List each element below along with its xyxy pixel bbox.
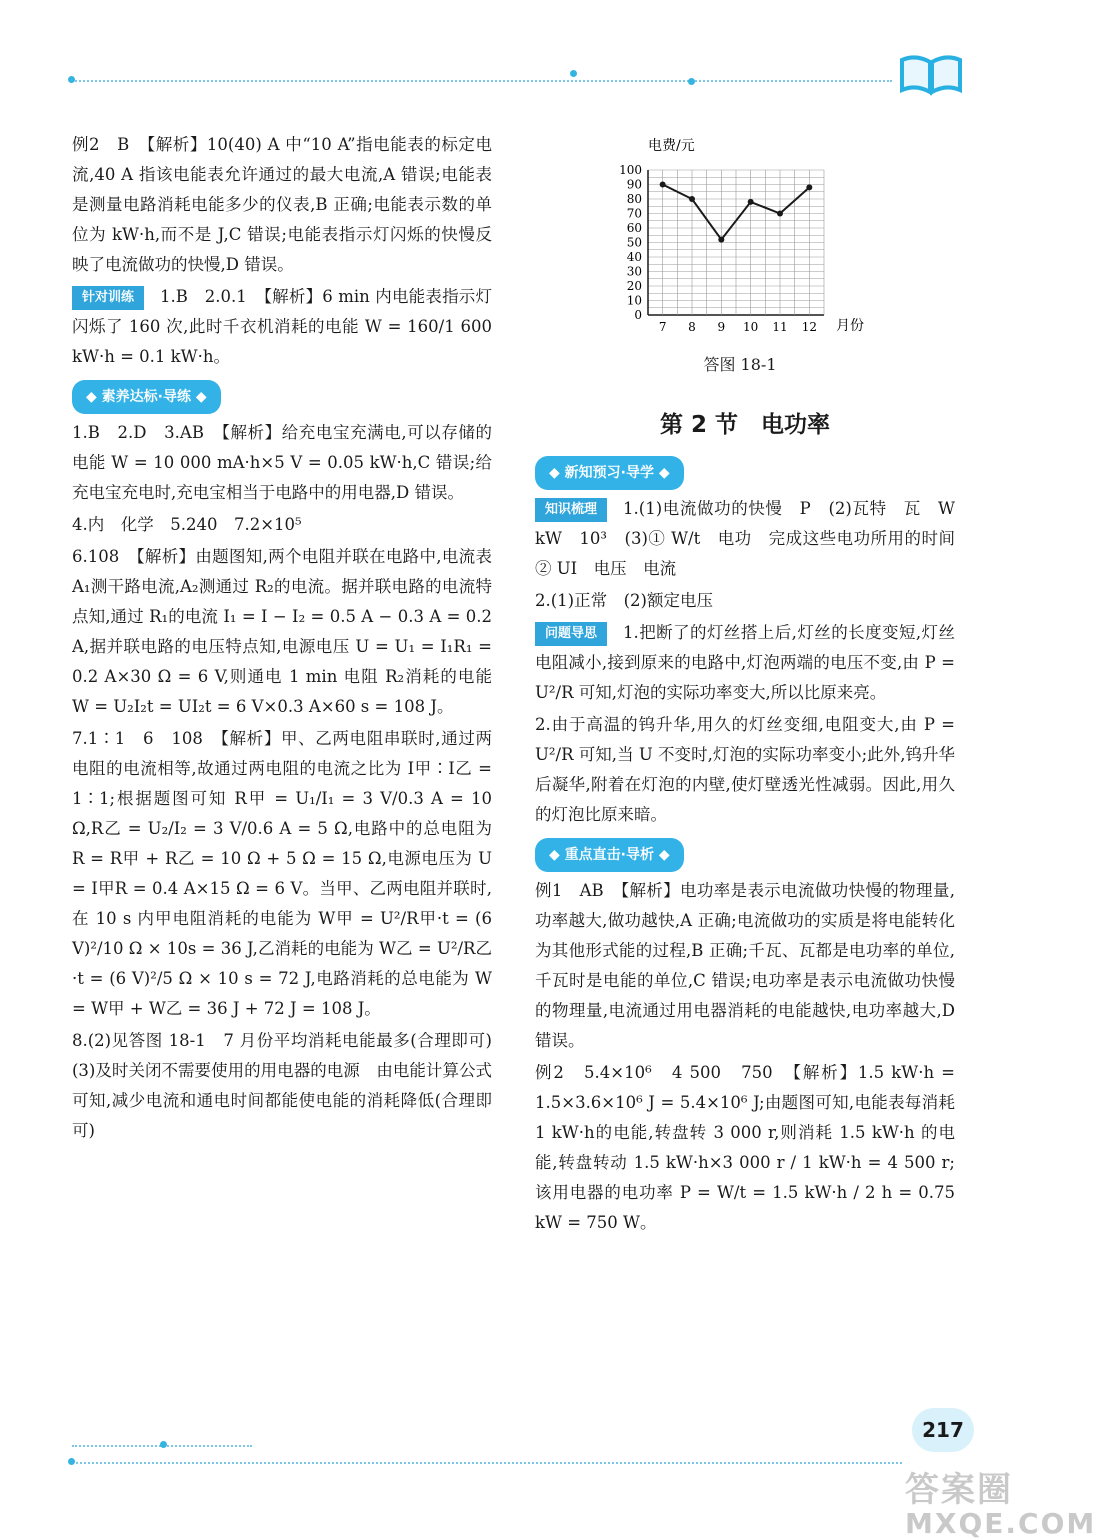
chart-caption: 答图 18-1	[703, 355, 777, 374]
data-point	[718, 237, 724, 243]
left-column	[72, 130, 509, 1148]
y-axis-label: 电费/元	[648, 138, 695, 154]
answer-1-3: 1.B 2.D 3.AB 【解析】给充电宝充满电,可以存储的电能 W = 10 000 mA·h×5 V = 0.05 kW·h,C 错误;给充电宝充电时,充电宝相当于电路中的用电器,D 错误。	[72, 423, 492, 502]
answer-7: 7.1∶1 6 108 【解析】甲、乙两电阻串联时,通过两电阻的电流相等,故通过两电阻的电流之比为 I甲∶I乙 = 1∶1;根据题图可知 R甲 = U₁/I₁ = 3 V/0.3 A = 10 Ω,R乙 = U₂/I₂ = 3 V/0.6 A = 5 Ω,电路中的总电阻为 R = R甲 + R乙 = 10 Ω + 5 Ω = 15 Ω,电源电压为 U = I甲R = 0.4 A×15 Ω = 6 V。当甲、乙两电阻并联时,在 10 s 内甲电阻消耗的电能为 W甲 = U²/R甲·t = (6 V)²/10 Ω × 10s = 36 J,乙消耗的电能为 W乙 = U²/R乙·t = (6 V)²/5 Ω × 10 s = 72 J,电路消耗的总电能为 W = W甲 + W乙 = 36 J + 72 J = 108 J。	[72, 729, 492, 1018]
section-tag-questions: 问题导思	[535, 622, 607, 646]
x-tick-label: 9	[717, 320, 726, 334]
section-tag-knowledge: 知识梳理	[535, 498, 607, 522]
banner-key-points: ◆ 重点直击·导析 ◆	[535, 838, 684, 872]
x-tick-label: 10	[743, 320, 759, 334]
data-point	[806, 184, 812, 190]
footer-dotted-line	[72, 1462, 902, 1464]
knowledge-answer-2: 2.(1)正常 (2)额定电压	[535, 591, 713, 610]
open-book-icon	[898, 50, 964, 98]
footer-dot	[160, 1441, 167, 1448]
example-2-power-answer: 例2 5.4×10⁶ 4 500 750 【解析】1.5 kW·h = 1.5×3.6×10⁶ J = 5.4×10⁶ J;由题图可知,电能表每消耗1 kW·h的电能,转盘转 3 000 r,则消耗 1.5 kW·h 的电能,转盘转动 1.5 kW·h×3 000 r / 1 kW·h = 4 500 r;该用电器的电功率 P = W/t = 1.5 kW·h / 2 h = 0.75 kW = 750 W。	[535, 1063, 955, 1232]
x-axis-label: 月份	[836, 318, 864, 334]
x-tick-label: 12	[801, 320, 817, 334]
x-tick-label: 8	[688, 320, 696, 334]
y-tick-label: 40	[626, 250, 642, 264]
x-tick-label: 7	[658, 320, 667, 334]
right-column	[535, 400, 972, 1240]
data-point	[748, 199, 754, 205]
header-dot	[570, 70, 577, 77]
y-tick-label: 100	[619, 163, 642, 177]
header-dot	[688, 78, 695, 85]
training-answer: 1.B 2.0.1 【解析】6 min 内电能表指示灯闪烁了 160 次,此时千衣机消耗的电能 W = 160/1 600 kW·h = 0.1 kW·h。	[72, 287, 492, 366]
header-dot	[68, 76, 75, 83]
question-answer-2: 2.由于高温的钨升华,用久的灯丝变细,电阻变大,由 P = U²/R 可知,当 U 不变时,灯泡的实际功率变小;此外,钨升华后凝华,附着在灯泡的内壁,使灯壁透光性减弱。因此,用久的灯泡比原来暗。	[535, 715, 955, 824]
y-tick-label: 90	[626, 177, 642, 192]
x-tick-label: 11	[772, 320, 788, 334]
section-title: 第 2 节 电功率	[659, 412, 831, 438]
knowledge-answer-1: 1.(1)电流做功的快慢 P (2)瓦特 瓦 W kW 10³ (3)① W/t 电功 完成这些电功所用的时间 ② UI 电压 电流	[535, 499, 972, 578]
y-tick-label: 80	[626, 192, 642, 206]
y-tick-label: 60	[626, 221, 642, 235]
y-tick-label: 20	[626, 279, 642, 293]
electricity-cost-chart	[600, 130, 900, 350]
question-answer-1: 1.把断了的灯丝搭上后,灯丝的长度变短,灯丝电阻减小,接到原来的电路中,灯泡两端的电压不变,由 P = U²/R 可知,灯泡的实际功率变大,所以比原来亮。	[535, 623, 955, 702]
example-1-answer: 例1 AB 【解析】电功率是表示电流做功快慢的物理量,功率越大,做功越快,A 正确;电流做功的实质是将电能转化为其他形式能的过程,B 正确;千瓦、瓦都是电功率的单位,千瓦时是电能的单位,C 错误;电功率是表示电流做功快慢的物理量,电流通过用电器消耗的电能越快,电功率越大,D 错误。	[535, 881, 955, 1050]
y-tick-label: 50	[626, 235, 642, 250]
footer-dot	[68, 1458, 75, 1465]
data-point	[660, 182, 666, 188]
data-point	[777, 211, 783, 217]
y-tick-label: 10	[626, 293, 642, 308]
header-dotted-line	[72, 80, 892, 82]
watermark	[905, 1462, 1096, 1540]
page-number: 217	[912, 1408, 974, 1452]
answer-8: 8.(2)见答图 18-1 7 月份平均消耗电能最多(合理即可) (3)及时关闭不需要使用的用电器的电源 由电能计算公式可知,减少电流和通电时间都能使电能的消耗降低(合理即可)	[72, 1031, 509, 1140]
answer-4-5: 4.内 化学 5.240 7.2×10⁵	[72, 515, 302, 534]
banner-preview: ◆ 新知预习·导学 ◆	[535, 456, 684, 490]
example-2-answer: 例2 B 【解析】10(40) A 中“10 A”指电能表的标定电流,40 A 指该电能表允许通过的最大电流,A 错误;电能表是测量电路消耗电能多少的仪表,B 正确;电能表示数的单位为 kW·h,而不是 J,C 错误;电能表指示灯闪烁的快慢反映了电流做功的快慢,D 错误。	[72, 135, 492, 274]
answer-6: 6.108 【解析】由题图知,两个电阻并联在电路中,电流表 A₁测干路电流,A₂测通过 R₂的电流。据并联电路的电流特点知,通过 R₁的电流 I₁ = I − I₂ = 0.5 A − 0.3 A = 0.2 A,据并联电路的电压特点知,电源电压 U = U₁ = I₁R₁ = 0.2 A×30 Ω = 6 V,则通电 1 min 电阻 R₂消耗的电能 W = U₂I₂t = UI₂t = 6 V×0.3 A×60 s = 108 J。	[72, 547, 492, 716]
y-tick-label: 70	[626, 206, 642, 221]
y-tick-label: 30	[626, 264, 642, 279]
data-point	[689, 196, 695, 202]
y-tick-label: 0	[634, 308, 642, 322]
section-tag-training: 针对训练	[72, 286, 144, 310]
watermark-top: 答案圈	[905, 1470, 1013, 1510]
watermark-bottom: MXQE.COM	[905, 1507, 1096, 1540]
banner-literacy-practice: ◆ 素养达标·导练 ◆	[72, 380, 221, 414]
